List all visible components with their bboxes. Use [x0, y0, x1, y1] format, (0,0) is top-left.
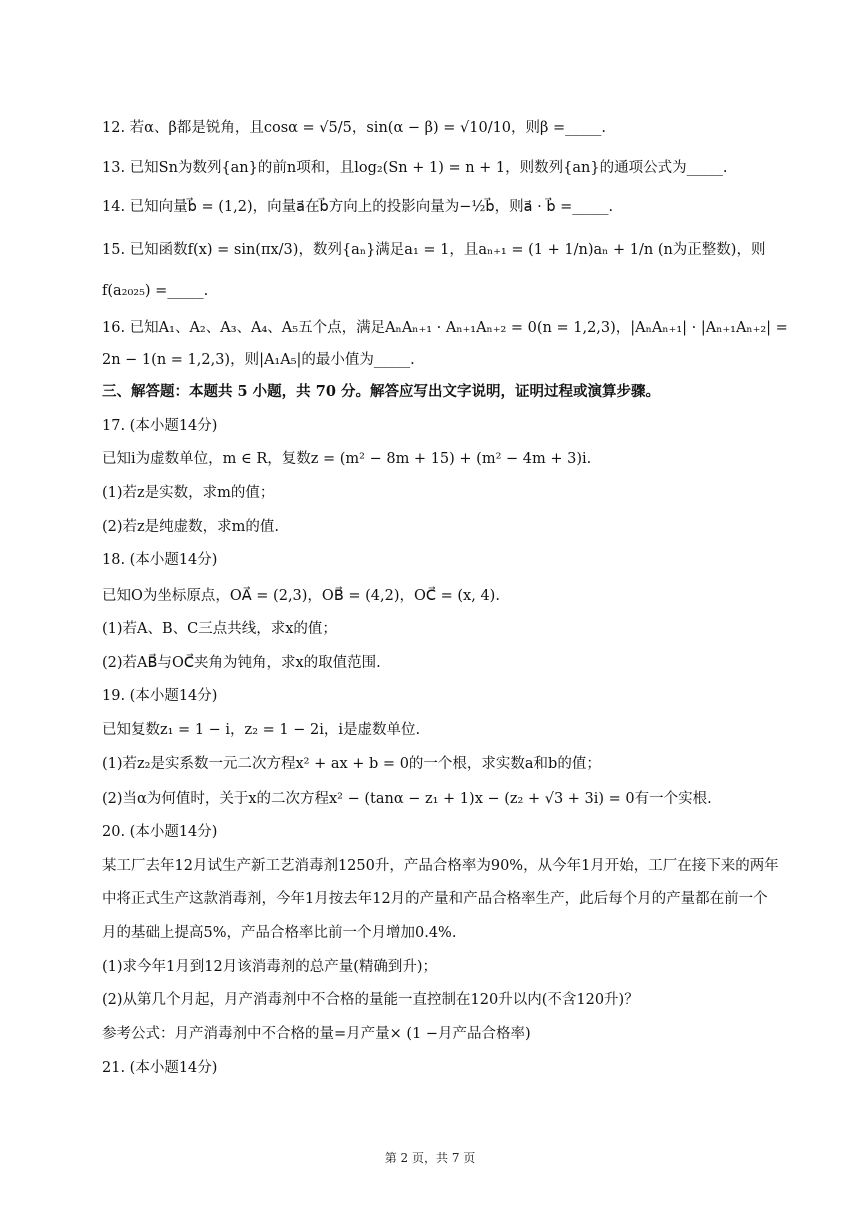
question-17-part2: (2)若z是纯虚数，求m的值. — [102, 519, 280, 535]
question-12: 12. 若α、β都是锐角，且cosα = √5/5，sin(α − β) = √10/10，则β =_____. — [102, 120, 607, 136]
question-20-part2: (2)从第几个月起，月产消毒剂中不合格的量能一直控制在120升以内(不含120升)？ — [102, 992, 639, 1008]
question-17-part1: (1)若z是实数，求m的值； — [102, 485, 275, 501]
question-18-part1: (1)若A、B、C三点共线，求x的值； — [102, 621, 337, 637]
question-16-cont: 2n − 1(n = 1,2,3)，则|A₁A₅|的最小值为_____. — [102, 352, 415, 368]
question-19-part2: (2)当α为何值时，关于x的二次方程x² − (tanα − z₁ + 1)x − (z₂ + √3 + 3i) = 0有一个实根. — [102, 791, 712, 807]
question-19-header: 19. (本小题14分) — [102, 688, 218, 704]
section-heading: 三、解答题：本题共 5 小题，共 70 分。解答应写出文字说明，证明过程或演算步骤。 — [102, 383, 660, 400]
question-15-cont: f(a₂₀₂₅) =_____. — [102, 283, 209, 299]
question-13: 13. 已知Sn为数列{an}的前n项和，且log₂(Sn + 1) = n + 1，则数列{an}的通项公式为_____. — [102, 160, 728, 176]
question-21-header: 21. (本小题14分) — [102, 1060, 218, 1076]
question-20-formula: 参考公式：月产消毒剂中不合格的量=月产量× (1 −月产品合格率) — [102, 1026, 531, 1042]
question-19-part1: (1)若z₂是实系数一元二次方程x² + ax + b = 0的一个根，求实数a和b的值； — [102, 756, 601, 772]
question-20-stem-3: 月的基础上提高5%，产品合格率比前一个月增加0.4%. — [102, 925, 457, 941]
question-18-stem: 已知O为坐标原点，OA⃗ = (2,3)，OB⃗ = (4,2)，OC⃗ = (x, 4). — [102, 588, 500, 604]
question-18-header: 18. (本小题14分) — [102, 552, 218, 568]
question-15: 15. 已知函数f(x) = sin(πx/3)，数列{aₙ}满足a₁ = 1，且aₙ₊₁ = (1 + 1/n)aₙ + 1/n (n为正整数)，则 — [102, 242, 766, 258]
question-20-stem-2: 中将正式生产这款消毒剂，今年1月按去年12月的产量和产品合格率生产，此后每个月的产量都在前一个 — [102, 891, 768, 907]
question-20-part1: (1)求今年1月到12月该消毒剂的总产量(精确到升)； — [102, 959, 438, 975]
question-19-stem: 已知复数z₁ = 1 − i，z₂ = 1 − 2i，i是虚数单位. — [102, 722, 421, 738]
question-20-header: 20. (本小题14分) — [102, 824, 218, 840]
question-16: 16. 已知A₁、A₂、A₃、A₄、A₅五个点，满足AₙAₙ₊₁ · Aₙ₊₁Aₙ₊₂ = 0(n = 1,2,3)，|AₙAₙ₊₁| · |Aₙ₊₁Aₙ₊₂| = — [102, 320, 788, 336]
question-17-header: 17. (本小题14分) — [102, 418, 218, 434]
page-footer: 第 2 页，共 7 页 — [384, 1151, 476, 1165]
question-17-stem: 已知i为虚数单位，m ∈ R，复数z = (m² − 8m + 15) + (m² − 4m + 3)i. — [102, 451, 592, 467]
question-20-stem-1: 某工厂去年12月试生产新工艺消毒剂1250升，产品合格率为90%，从今年1月开始，工厂在接下来的两年 — [102, 858, 779, 874]
question-18-part2: (2)若AB⃗与OC⃗夹角为钝角，求x的取值范围. — [102, 655, 381, 671]
question-14: 14. 已知向量b⃗ = (1,2)，向量a⃗在b⃗方向上的投影向量为−½b⃗，则a⃗ · b⃗ =_____. — [102, 199, 614, 215]
